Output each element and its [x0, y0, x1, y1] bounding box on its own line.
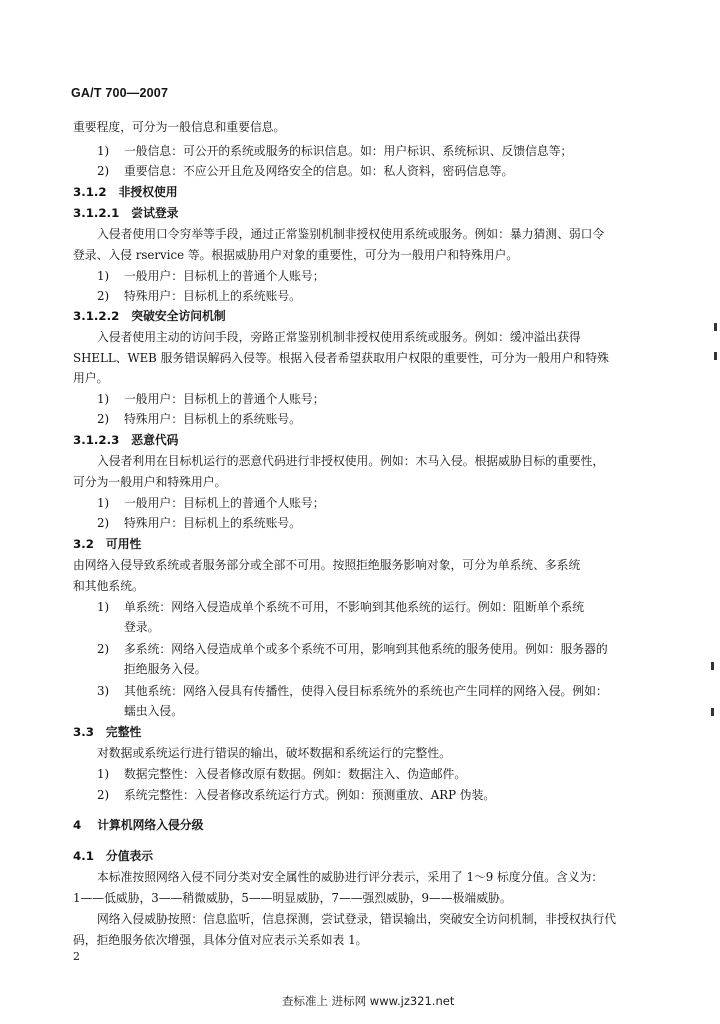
list-item-text: 数据完整性：入侵者修改原有数据。例如：数据注入、伪造邮件。 [124, 767, 467, 781]
section-title: 分值表示 [105, 849, 154, 863]
list-item-text: 特殊用户：目标机上的系统账号。 [124, 516, 301, 530]
paragraph-line: 用户。 [73, 371, 109, 385]
paragraph-line: 入侵者使用口令穷举等手段，通过正常鉴别机制非授权使用系统或服务。例如：暴力猜测、弱口令 [97, 227, 605, 241]
section-title: 恶意代码 [131, 433, 179, 447]
list-item-text: 一般用户：目标机上的普通个人账号； [124, 496, 325, 510]
section-number: 3.1.2 [73, 185, 107, 199]
section-number: 4.1 [73, 849, 94, 863]
list-item-number: 1) [97, 269, 110, 283]
section-title: 非授权使用 [118, 185, 178, 199]
section-number: 3.1.2.3 [73, 433, 120, 447]
section-number: 3.2 [73, 537, 94, 551]
list-item-number: 1) [97, 392, 110, 406]
list-item-text: 多系统：网络入侵造成单个或多个系统不可用，影响到其他系统的服务使用。例如：服务器的 [124, 642, 608, 656]
paragraph-line: 1——低威胁，3——稍微威胁，5——明显威胁，7——强烈威胁，9——极端威胁。 [73, 891, 512, 905]
intro-line: 重要程度，可分为一般信息和重要信息。 [73, 120, 286, 134]
section-heading-3-1-2-1 [73, 205, 178, 221]
list-item-text-continued: 蠕虫入侵。 [124, 704, 183, 718]
list-item-number: 2) [97, 516, 110, 530]
list-item-text-continued: 拒绝服务入侵。 [124, 662, 207, 676]
list-item-text: 系统完整性：入侵者修改系统运行方式。例如：预测重放、ARP 伪装。 [124, 788, 496, 802]
list-item-text: 特殊用户：目标机上的系统账号。 [124, 412, 301, 426]
list-item-text: 一般用户：目标机上的普通个人账号； [124, 269, 325, 283]
list-item-text: 其他系统：网络入侵具有传播性，使得入侵目标系统外的系统也产生同样的网络入侵。例如： [124, 684, 608, 698]
section-title: 计算机网络入侵分级 [97, 818, 204, 832]
list-item-number: 1) [97, 144, 110, 158]
list-item-text-continued: 登录。 [124, 620, 160, 634]
list-item-number: 1) [97, 600, 110, 614]
section-heading-3-1-2-2 [73, 308, 226, 324]
list-item-number: 2) [97, 289, 110, 303]
paragraph-line: 网络入侵威胁按照：信息监听，信息探测，尝试登录，错误输出，突破安全访问机制，非授权执行代 [97, 912, 617, 926]
paragraph-line: 码，拒绝服务依次增强，具体分值对应表示关系如表 1。 [73, 933, 368, 947]
list-item-text: 一般用户：目标机上的普通个人账号； [124, 392, 325, 406]
paragraph-line: 和其他系统。 [73, 579, 144, 593]
section-heading-4-1 [73, 848, 153, 864]
section-number: 4 [73, 818, 82, 832]
paragraph-line: 入侵者利用在目标机运行的恶意代码进行非授权使用。例如：木马入侵。根据威胁目标的重要性， [97, 454, 605, 468]
list-item-number: 2) [97, 642, 110, 656]
scan-artifact-mark [714, 323, 717, 331]
section-title: 突破安全访问机制 [131, 309, 226, 323]
section-title: 可用性 [105, 537, 142, 551]
list-item-text: 重要信息：不应公开且危及网络安全的信息。如：私人资料，密码信息等。 [124, 164, 514, 178]
list-item-number: 2) [97, 788, 110, 802]
scan-artifact-mark [711, 708, 714, 716]
section-heading-3-2 [73, 536, 141, 552]
section-title: 尝试登录 [131, 206, 179, 220]
section-heading-3-1-2-3 [73, 432, 178, 448]
paragraph-line: 登录、入侵 rservice 等。根据威胁用户对象的重要性，可分为一般用户和特殊用户。 [73, 248, 519, 262]
section-heading-3-1-2 [73, 184, 178, 200]
section-number: 3.1.2.1 [73, 206, 120, 220]
section-heading-4 [73, 817, 203, 833]
list-item-text: 一般信息：可公开的系统或服务的标识信息。如：用户标识、系统标识、反馈信息等； [124, 144, 573, 158]
section-heading-3-3 [73, 724, 141, 740]
page-number: 2 [73, 950, 80, 963]
list-item-number: 1) [97, 496, 110, 510]
paragraph-line: 由网络入侵导致系统或者服务部分或全部不可用。按照拒绝服务影响对象，可分为单系统、多系统 [73, 558, 581, 572]
watermark-footer: 查标准上 进标网 www.jz321.net [282, 994, 455, 1008]
list-item-number: 2) [97, 164, 110, 178]
list-item-text: 特殊用户：目标机上的系统账号。 [124, 289, 301, 303]
paragraph-line: SHELL、WEB 服务错误解码入侵等。根据入侵者希望获取用户权限的重要性，可分为一般用户和特殊 [73, 351, 609, 365]
paragraph-line: 对数据或系统运行进行错误的输出，破坏数据和系统运行的完整性。 [97, 746, 451, 760]
section-number: 3.1.2.2 [73, 309, 120, 323]
paragraph-line: 入侵者使用主动的访问手段，旁路正常鉴别机制非授权使用系统或服务。例如：缓冲溢出获得 [97, 330, 581, 344]
list-item-number: 3) [97, 684, 110, 698]
section-number: 3.3 [73, 725, 94, 739]
paragraph-line: 可分为一般用户和特殊用户。 [73, 475, 227, 489]
section-title: 完整性 [105, 725, 142, 739]
scan-artifact-mark [711, 662, 714, 670]
standard-code-header: GA/T 700—2007 [71, 86, 169, 100]
list-item-number: 2) [97, 412, 110, 426]
paragraph-line: 本标准按照网络入侵不同分类对安全属性的威胁进行评分表示，采用了 1～9 标度分值。含义为： [97, 870, 604, 884]
scan-artifact-mark [714, 352, 717, 360]
list-item-number: 1) [97, 767, 110, 781]
list-item-text: 单系统：网络入侵造成单个系统不可用，不影响到其他系统的运行。例如：阻断单个系统 [124, 600, 585, 614]
